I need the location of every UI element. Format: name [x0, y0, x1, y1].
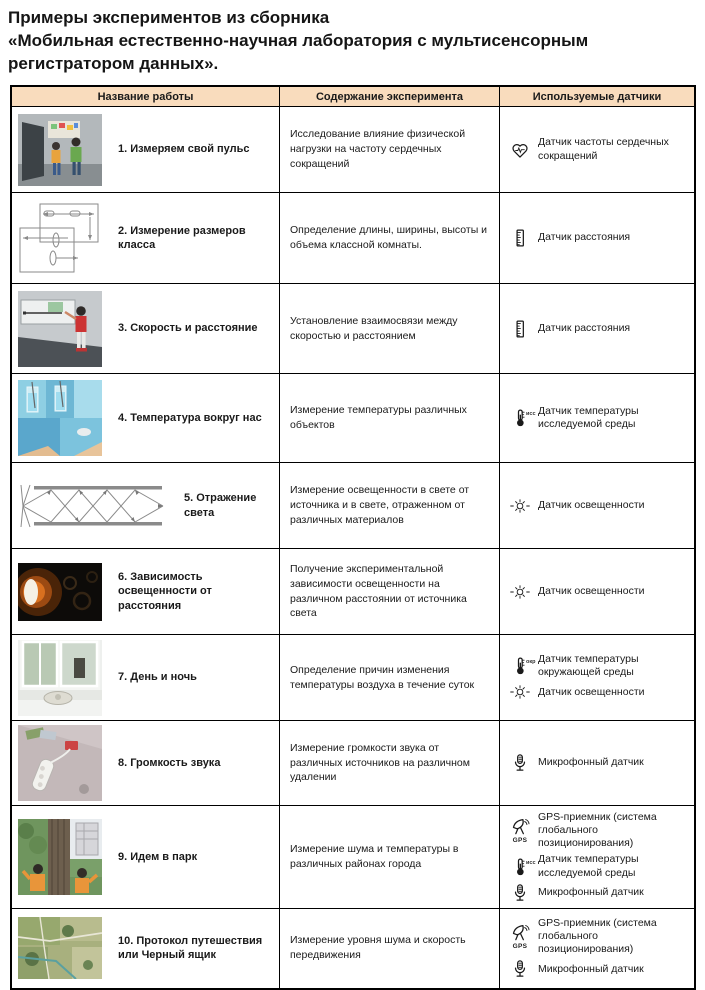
work-name-cell: [12, 284, 280, 373]
sensor-item: [508, 811, 690, 850]
experiment-description-cell: [280, 374, 500, 462]
header-work-name: Название работы: [12, 87, 280, 106]
thermometer-icon: [508, 656, 536, 676]
window-scene-image: [18, 640, 102, 716]
page-title: [8, 6, 588, 75]
sensor-item: [508, 653, 690, 679]
sensor-label: Микрофонный датчик: [538, 886, 644, 899]
page-title-line1: Примеры экспериментов из сборника: [8, 8, 330, 27]
sensor-label: GPS-приемник (система глобального позиционирования): [538, 916, 657, 956]
experiment-description: Измерение температуры различных объектов: [290, 404, 467, 431]
gps-icon: [508, 817, 532, 845]
experiments-table: [10, 85, 696, 990]
gps-icon: [508, 923, 532, 951]
experiment-description-cell: [280, 635, 500, 720]
sensor-item: [508, 228, 690, 248]
experiment-description-cell: [280, 909, 500, 988]
microphone-icon: [508, 959, 532, 979]
sensors-cell: [500, 721, 694, 805]
sensors-cell: [500, 193, 694, 283]
sensor-label: Датчик частоты сердечных сокращений: [538, 136, 669, 162]
experiment-title: 4. Температура вокруг нас: [118, 411, 262, 424]
heart-rate-icon: [508, 140, 532, 160]
light-icon: [508, 682, 532, 702]
sensor-item: [508, 582, 690, 602]
sensors-cell: [500, 107, 694, 192]
table-row: [12, 806, 694, 909]
ruler-icon: [508, 228, 532, 248]
experiment-title: 9. Идем в парк: [118, 850, 198, 863]
sensors-cell: [500, 374, 694, 462]
thermometer-tag-label: окр: [526, 659, 536, 665]
sensors-cell: [500, 463, 694, 548]
experiment-description-cell: [280, 549, 500, 634]
experiment-title: 3. Скорость и расстояние: [118, 322, 258, 335]
work-name-cell: [12, 463, 280, 548]
speed-wall-scene-image: [18, 291, 102, 367]
experiment-title: 7. День и ночь: [118, 671, 197, 684]
sensor-item: [508, 753, 690, 773]
sensor-item: [508, 682, 690, 702]
experiment-description-cell: [280, 107, 500, 192]
table-row: [12, 374, 694, 463]
experiment-description: Установление взаимосвязи между скоростью и расстоянием: [290, 314, 458, 342]
sensors-cell: [500, 549, 694, 634]
experiment-description: Исследование влияние физической нагрузки на частоту сердечных сокращений: [290, 128, 466, 170]
sensor-item: [508, 959, 690, 979]
experiment-description-cell: [280, 806, 500, 908]
thermometer-tag-label: исс: [526, 859, 536, 866]
table-header-row: [12, 87, 694, 107]
sensor-item: [508, 136, 690, 162]
experiment-description-cell: [280, 721, 500, 805]
satellite-map-image: [18, 917, 102, 979]
light-icon: [508, 496, 532, 516]
work-name-cell: [12, 374, 280, 462]
table-row: [12, 193, 694, 284]
sensor-label: Датчик температуры окружающей среды: [538, 652, 639, 678]
sensor-item: [508, 853, 690, 879]
light-source-photo-image: [18, 563, 102, 621]
header-experiment-content: Содержание эксперимента: [280, 87, 500, 106]
experiment-title: 6. Зависимость освещенности от расстояния: [118, 571, 212, 612]
gps-icon-text: GPS: [512, 942, 528, 950]
table-row: [12, 549, 694, 635]
sensor-label: Датчик освещенности: [538, 584, 645, 597]
work-name-cell: [12, 806, 280, 908]
experiment-title: 5. Отражение света: [184, 492, 257, 519]
sensor-label: Датчик освещенности: [538, 685, 645, 698]
header-used-sensors: Используемые датчики: [532, 91, 662, 103]
table-row: [12, 635, 694, 721]
table-row: [12, 721, 694, 806]
ruler-icon: [508, 319, 532, 339]
microphone-icon: [508, 753, 532, 773]
sensor-label: Датчик температуры исследуемой среды: [538, 853, 639, 879]
temperature-collage-image: [18, 380, 102, 456]
sensors-cell: [500, 909, 694, 988]
page-title-line2: «Мобильная естественно-научная лаборатория с мультисенсорным: [8, 31, 589, 50]
experiment-description-cell: [280, 463, 500, 548]
experiment-description: Измерение освещенности в свете от источника и в свете, отраженном от различных материалов: [290, 484, 470, 526]
sensor-label: Датчик расстояния: [538, 231, 631, 244]
work-name-cell: [12, 635, 280, 720]
sensors-cell: [500, 806, 694, 908]
microphone-icon: [508, 883, 532, 903]
table-row: [12, 909, 694, 988]
sensor-item: [508, 917, 690, 956]
experiment-description: Измерение громкости звука от различных источников на различном удалении: [290, 741, 470, 784]
sensor-label: Датчик расстояния: [538, 321, 631, 334]
experiment-description: Определение причин изменения температуры воздуха в течение суток: [290, 663, 475, 691]
sensor-label: Микрофонный датчик: [538, 962, 644, 975]
experiment-description-cell: [280, 284, 500, 373]
experiment-title: 1. Измеряем свой пульс: [118, 143, 250, 156]
experiment-description: Измерение уровня шума и скорость передвижения: [290, 934, 466, 962]
sensor-label: Датчик температуры исследуемой среды: [538, 404, 639, 430]
sensor-label: Датчик освещенности: [538, 498, 645, 511]
sensor-item: [508, 405, 690, 431]
sensors-cell: [500, 635, 694, 720]
page-title-line3: регистратором данных».: [8, 54, 219, 73]
experiment-title: 8. Громкость звука: [118, 756, 221, 769]
gps-icon-text: GPS: [512, 836, 528, 844]
work-name-cell: [12, 193, 280, 283]
sensor-label: GPS-приемник (система глобального позиционирования): [538, 811, 657, 850]
thermometer-tag-label: исс: [526, 411, 536, 417]
experiment-title: 10. Протокол путешествия или Черный ящик: [118, 934, 263, 962]
table-row: [12, 107, 694, 193]
room-plan-diagram-image: [18, 200, 102, 276]
work-name-cell: [12, 107, 280, 192]
experiment-description: Получение экспериментальной зависимости освещенности на различном расстоянии от источника света: [290, 563, 467, 620]
sensor-item: [508, 883, 690, 903]
classroom-scene-image: [18, 114, 102, 186]
park-collage-image: [18, 819, 102, 895]
experiment-title: 2. Измерение размеров класса: [118, 224, 246, 251]
light-icon: [508, 582, 532, 602]
experiment-description-cell: [280, 193, 500, 283]
sensor-item: [508, 496, 690, 516]
work-name-cell: [12, 549, 280, 634]
table-row: [12, 463, 694, 549]
sensors-cell: [500, 284, 694, 373]
thermometer-icon: [508, 857, 536, 877]
experiment-description: Определение длины, ширины, высоты и объема классной комнаты.: [290, 224, 488, 251]
light-reflection-diagram-image: [18, 479, 168, 533]
table-body: [12, 107, 694, 988]
thermometer-icon: [508, 408, 536, 428]
sensor-label: Микрофонный датчик: [538, 756, 644, 769]
work-name-cell: [12, 909, 280, 988]
experiment-description: Измерение шума и температуры в различных районах города: [290, 843, 459, 870]
sensor-item: [508, 319, 690, 339]
floor-objects-photo-image: [18, 725, 102, 801]
work-name-cell: [12, 721, 280, 805]
table-row: [12, 284, 694, 374]
